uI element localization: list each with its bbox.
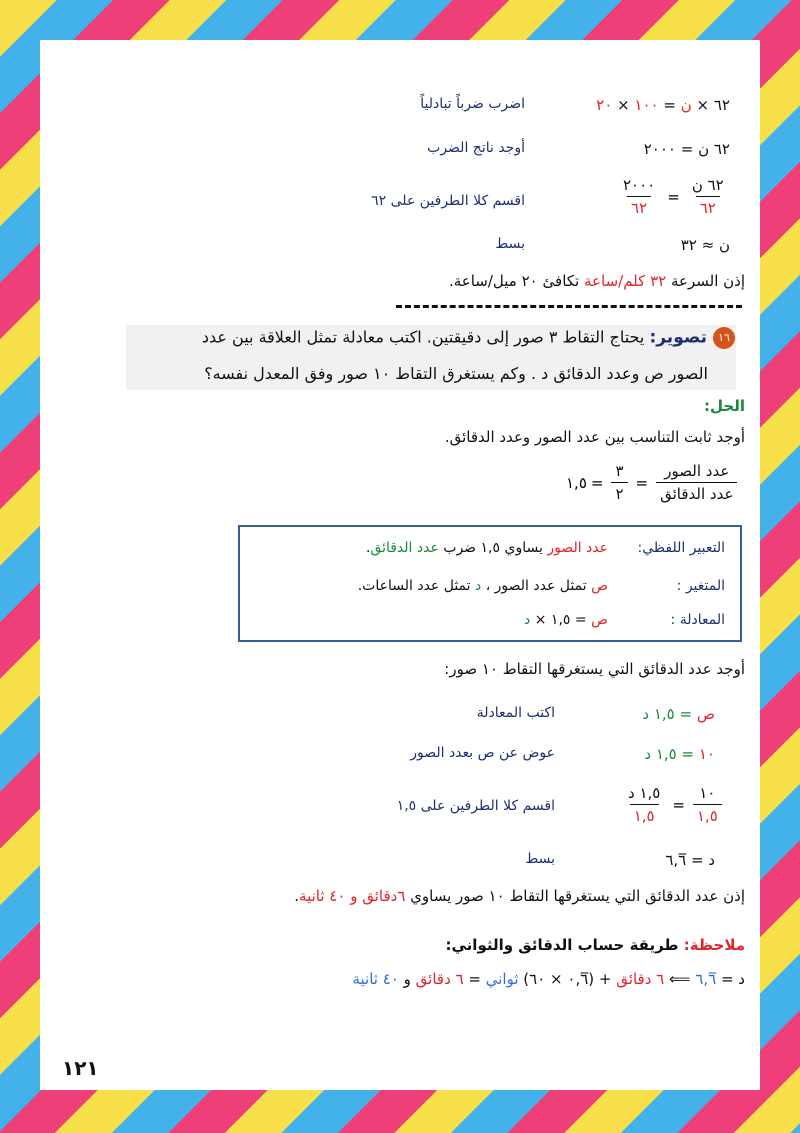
ratio-result: ١,٥ bbox=[566, 473, 587, 492]
highlight: د bbox=[475, 578, 482, 594]
text: تمثل عدد الصور ، bbox=[485, 578, 587, 594]
step-label: اضرب ضرباً تبادلياً bbox=[420, 96, 525, 112]
text: = ١,٥ × bbox=[534, 612, 587, 628]
highlight: عدد الصور bbox=[547, 540, 608, 556]
equation-row: ٦٢ ن = ٢٠٠٠ bbox=[643, 140, 730, 158]
text: إذن عدد الدقائق التي يستغرقها التقاط ١٠ صور يساوي bbox=[410, 887, 745, 905]
highlight: ٦دقائق و ٤٠ ثانية bbox=[299, 887, 406, 905]
denominator: ١,٥ bbox=[693, 804, 722, 825]
numerator: ٦٢ ن bbox=[691, 176, 724, 194]
text: إذن السرعة bbox=[670, 272, 745, 290]
text: تكافئ ٢٠ ميل/ساعة. bbox=[448, 272, 580, 290]
step-label: بسط bbox=[525, 851, 555, 867]
equation-row bbox=[580, 96, 730, 114]
highlight: ٣٢ كلم/ساعة bbox=[584, 272, 667, 290]
times: × bbox=[617, 96, 630, 114]
math-term: (٠,٦̅ × ٦٠) bbox=[523, 970, 595, 988]
denominator: ٦٢ bbox=[696, 196, 720, 217]
math-term: ٦,٦̅ bbox=[695, 970, 717, 988]
implies-arrow: ⟸ bbox=[669, 970, 691, 988]
note-label: ملاحظة: bbox=[683, 936, 745, 954]
math-term: = ١,٥ د bbox=[642, 705, 693, 723]
box-value bbox=[420, 612, 608, 628]
equation-row: د = ٦,٦̅ bbox=[665, 851, 715, 869]
numerator: ٢٠٠٠ bbox=[623, 176, 656, 194]
numerator: عدد الصور bbox=[664, 462, 730, 480]
step-label: بسط bbox=[495, 236, 525, 252]
numerator: ١,٥ د bbox=[628, 784, 661, 802]
equation-row: ن ≈ ٣٢ bbox=[680, 236, 730, 254]
equation-row bbox=[620, 705, 715, 723]
step-label: اقسم كلا الطرفين على ٦٢ bbox=[371, 193, 525, 209]
question-text: يحتاج التقاط ٣ صور إلى دقيقتين. اكتب معادلة تمثل العلاقة بين عدد bbox=[201, 327, 645, 347]
step-label: أوجد ناتج الضرب bbox=[427, 140, 525, 156]
highlight: ص bbox=[591, 612, 608, 628]
question-line bbox=[130, 327, 735, 349]
math-var: ص bbox=[696, 705, 715, 723]
step-label: عوض عن ص بعدد الصور bbox=[410, 745, 555, 761]
box-label: المتغير : bbox=[676, 578, 725, 594]
question-title: تصوير: bbox=[649, 327, 707, 348]
equals: = bbox=[663, 96, 676, 114]
math-term: ٦٢ × bbox=[696, 96, 730, 114]
denominator: عدد الدقائق bbox=[656, 482, 737, 503]
highlight: عدد الدقائق bbox=[370, 540, 439, 556]
text: يساوي ١,٥ ضرب bbox=[443, 540, 543, 556]
highlight: ثواني bbox=[485, 970, 519, 988]
fraction-equation: $\frac{\text{١,٥ د}}{١,٥}$ = $\frac{١٠}{١,٥}$ bbox=[620, 784, 726, 825]
dashed-divider bbox=[396, 305, 742, 308]
math-term: ١٠٠ bbox=[634, 96, 659, 114]
conclusion-text bbox=[250, 887, 745, 905]
step-label: اقسم كلا الطرفين على ١,٥ bbox=[396, 798, 555, 814]
instruction-text: أوجد عدد الدقائق التي يستغرقها التقاط ١٠ صور: bbox=[444, 660, 745, 678]
solution-label: الحل: bbox=[704, 397, 745, 415]
highlight: ٤٠ ثانية bbox=[352, 970, 399, 988]
conclusion-text bbox=[380, 272, 745, 290]
text: . bbox=[294, 887, 300, 905]
question-line: الصور ص وعدد الدقائق د . وكم يستغرق التقاط ١٠ صور وفق المعدل نفسه؟ bbox=[204, 364, 708, 383]
highlight: ص bbox=[591, 578, 608, 594]
highlight: ٦ دقائق bbox=[415, 970, 464, 988]
page-number: ١٢١ bbox=[62, 1056, 99, 1080]
equals: = bbox=[468, 970, 481, 988]
question-number-badge: ١٦ bbox=[713, 327, 735, 349]
denominator: ٢ bbox=[611, 482, 627, 503]
text: تمثل عدد الساعات. bbox=[357, 578, 471, 594]
numerator: ٣ bbox=[615, 462, 624, 480]
instruction-text: أوجد ثابت التناسب بين عدد الصور وعدد الدقائق. bbox=[444, 428, 745, 446]
note-text: طريقة حساب الدقائق والثواني: bbox=[445, 936, 679, 954]
equation-row bbox=[620, 745, 715, 763]
box-value bbox=[270, 578, 608, 594]
text: . bbox=[365, 540, 371, 556]
box-label: المعادلة : bbox=[670, 612, 725, 628]
text: د = bbox=[720, 970, 745, 988]
box-value bbox=[270, 540, 608, 556]
denominator: ١,٥ bbox=[630, 804, 659, 825]
note bbox=[445, 936, 745, 954]
math-term: = ١,٥ د bbox=[644, 745, 695, 763]
denominator: ٦٢ bbox=[627, 196, 651, 217]
highlight: ٦ دقائق bbox=[616, 970, 665, 988]
math-var: ن bbox=[680, 96, 692, 114]
numerator: ١٠ bbox=[699, 784, 716, 802]
note-equation bbox=[280, 970, 745, 988]
math-term: ١٠ bbox=[698, 745, 715, 763]
highlight: د bbox=[524, 612, 531, 628]
box-label: التعبير اللفظي: bbox=[637, 540, 725, 556]
math-term: ٢٠ bbox=[596, 96, 613, 114]
step-label: اكتب المعادلة bbox=[476, 705, 555, 721]
fraction-equation: $\frac{٢٠٠٠}{٦٢}$ = $\frac{\text{٦٢ ن}}{٦٢}$ bbox=[615, 176, 732, 217]
ratio-equation: ١,٥ = $\frac{٣}{٢}$ = $\frac{\text{عدد الصور}}{\text{عدد الدقائق}}$ bbox=[566, 462, 741, 503]
text: و bbox=[403, 970, 411, 988]
text: + bbox=[598, 970, 612, 988]
